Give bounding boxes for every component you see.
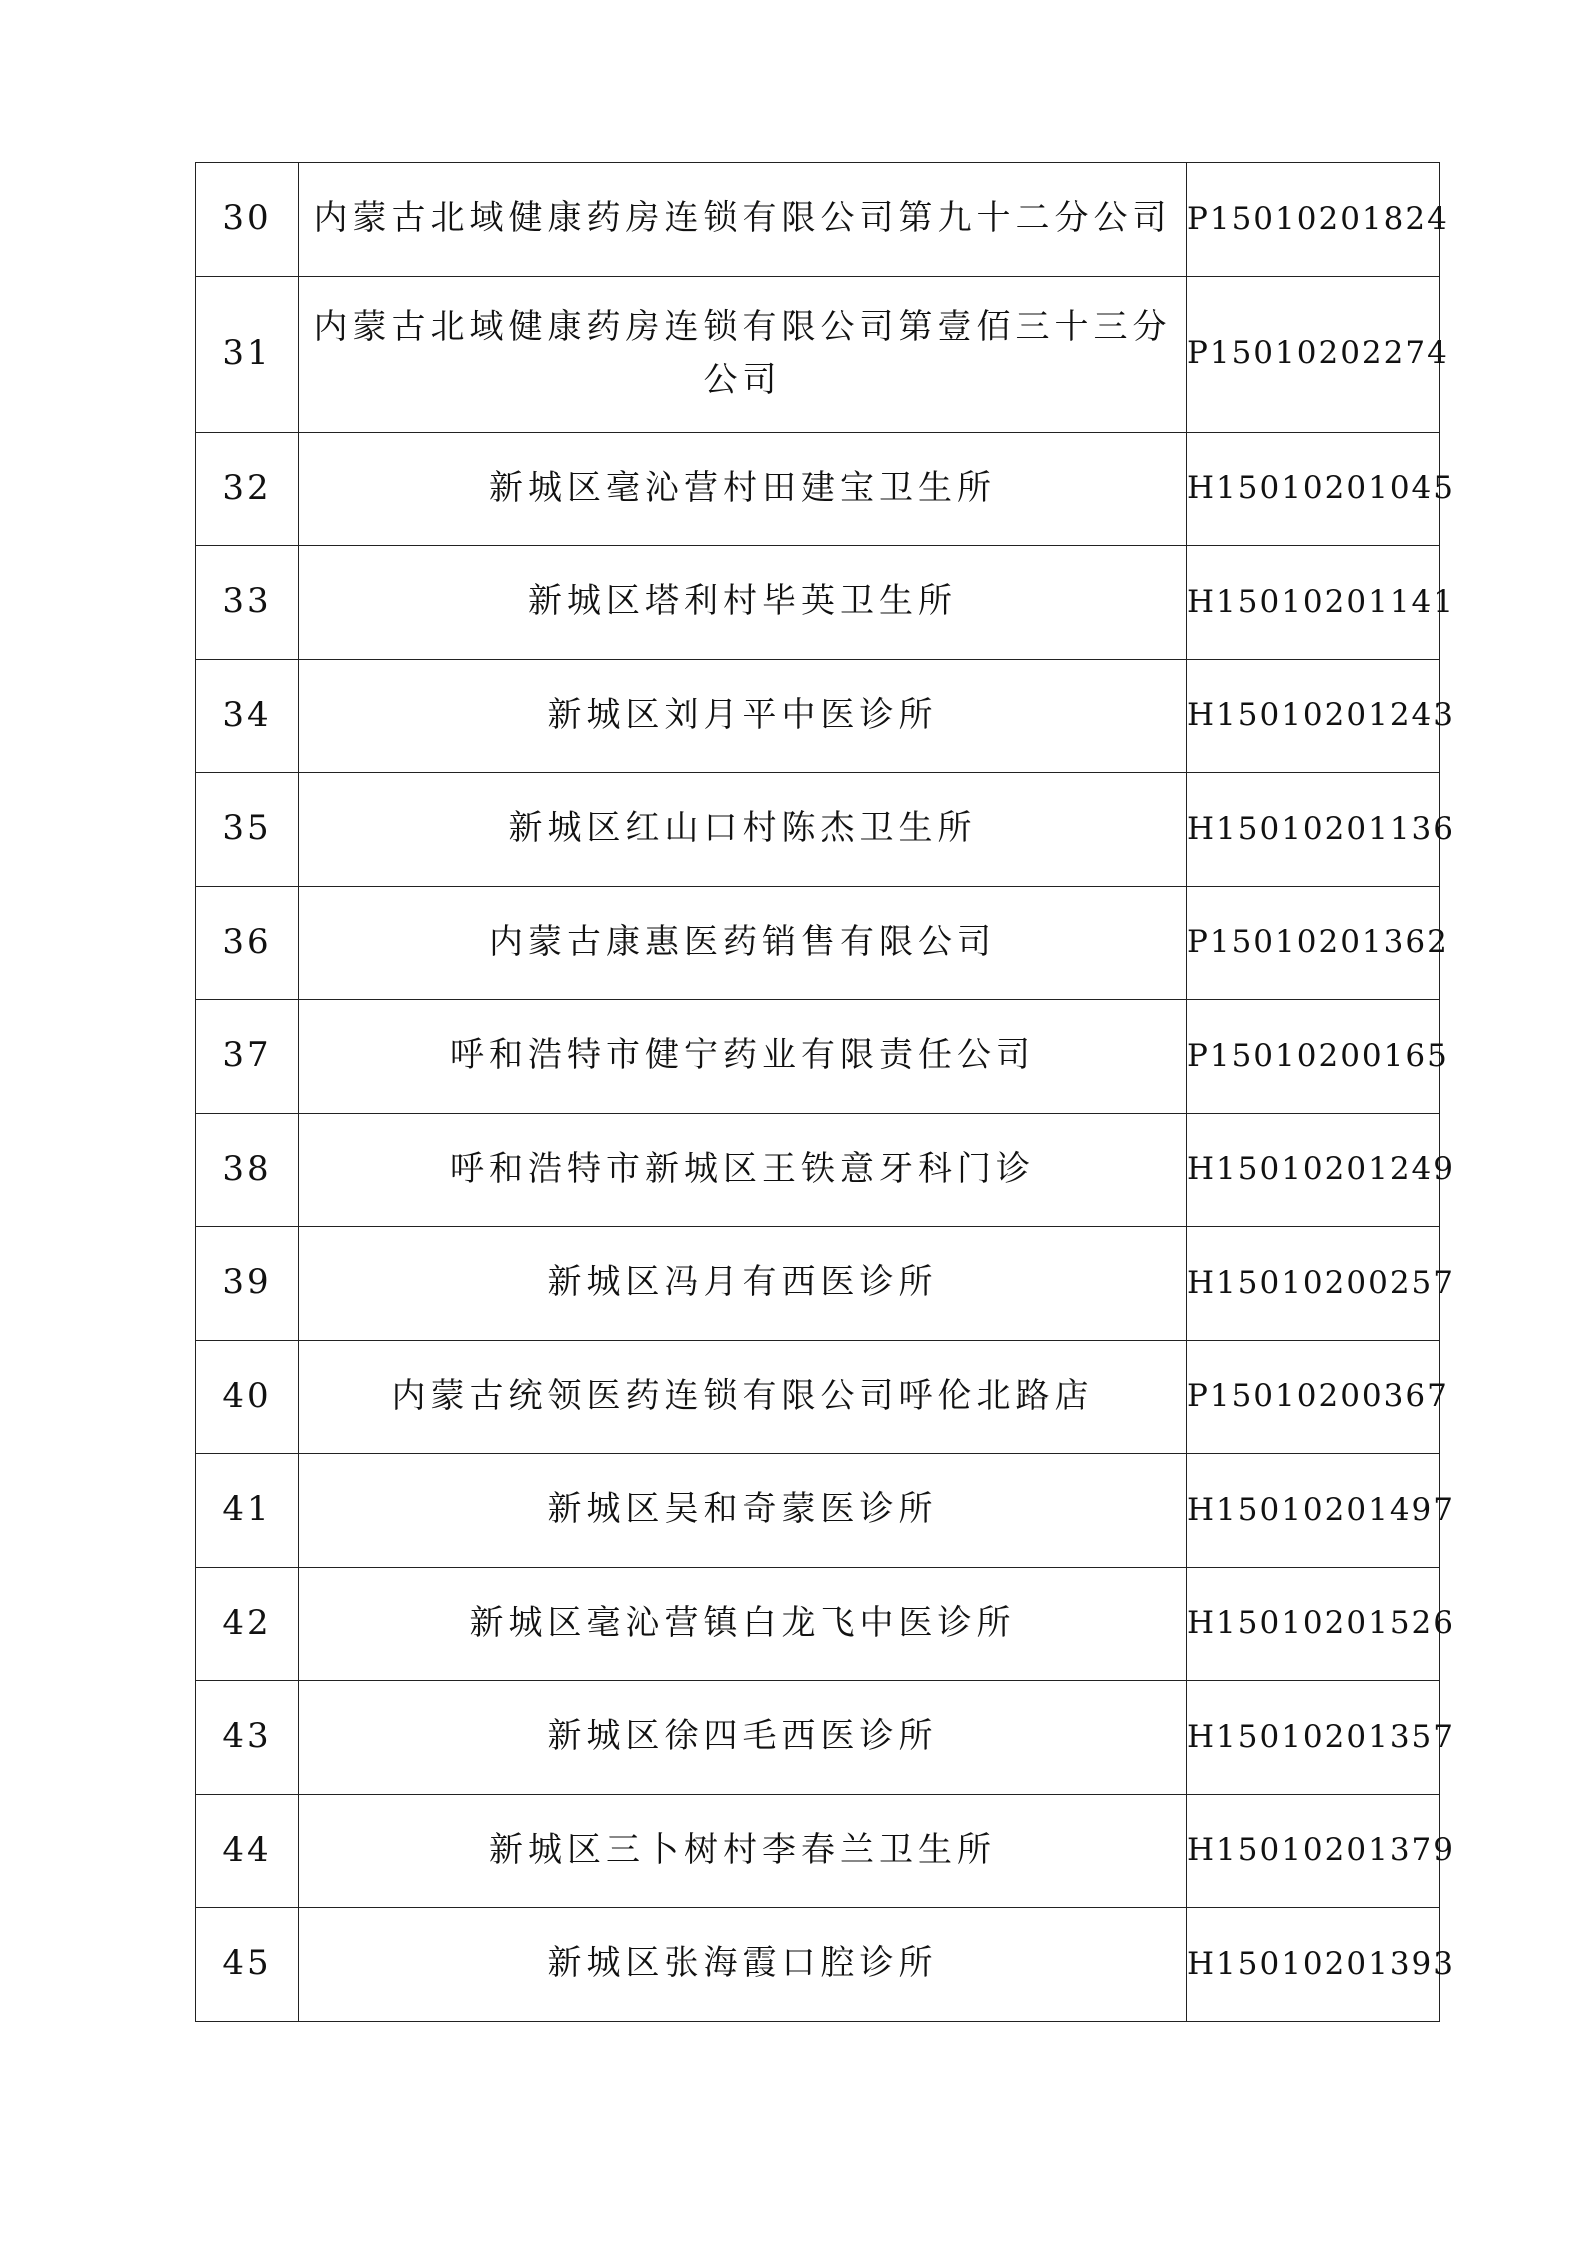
institution-name: 新城区塔利村毕英卫生所 (299, 546, 1187, 660)
row-number: 36 (196, 886, 299, 1000)
table-body (196, 163, 1455, 2022)
table-row (196, 1454, 1440, 1568)
institution-code: H15010201393 (1187, 1908, 1440, 2022)
table-row (196, 163, 1440, 277)
institution-table (195, 162, 1455, 2022)
institution-code: H15010201045 (1187, 432, 1440, 546)
table-row (196, 659, 1440, 773)
institution-name: 内蒙古康惠医药销售有限公司 (299, 886, 1187, 1000)
row-number: 33 (196, 546, 299, 660)
table-row (196, 276, 1440, 432)
institution-name: 新城区红山口村陈杰卫生所 (299, 773, 1187, 887)
row-number: 43 (196, 1681, 299, 1795)
institution-name: 呼和浩特市新城区王铁意牙科门诊 (299, 1113, 1187, 1227)
row-number: 31 (196, 276, 299, 432)
row-number: 39 (196, 1227, 299, 1341)
table-row (196, 1681, 1440, 1795)
institution-code: H15010201526 (1187, 1567, 1440, 1681)
institution-name: 新城区徐四毛西医诊所 (299, 1681, 1187, 1795)
institution-name: 新城区毫沁营镇白龙飞中医诊所 (299, 1567, 1187, 1681)
row-number: 41 (196, 1454, 299, 1568)
institution-code: H15010201379 (1187, 1794, 1440, 1908)
institution-name: 内蒙古北域健康药房连锁有限公司第九十二分公司 (299, 163, 1187, 277)
row-number: 44 (196, 1794, 299, 1908)
institution-code: P15010202274 (1187, 276, 1440, 432)
institution-code: H15010201249 (1187, 1113, 1440, 1227)
institution-code: H15010201243 (1187, 659, 1440, 773)
institution-code: H15010201357 (1187, 1681, 1440, 1795)
institution-name: 新城区三卜树村李春兰卫生所 (299, 1794, 1187, 1908)
institution-code: H15010201141 (1187, 546, 1440, 660)
institution-code: H15010201497 (1187, 1454, 1440, 1568)
table-row (196, 546, 1440, 660)
institution-name: 内蒙古统领医药连锁有限公司呼伦北路店 (299, 1340, 1187, 1454)
row-number: 34 (196, 659, 299, 773)
row-number: 38 (196, 1113, 299, 1227)
table-row (196, 432, 1440, 546)
row-number: 45 (196, 1908, 299, 2022)
institution-name: 新城区吴和奇蒙医诊所 (299, 1454, 1187, 1568)
institution-code: P15010201362 (1187, 886, 1440, 1000)
row-number: 42 (196, 1567, 299, 1681)
table-row (196, 886, 1440, 1000)
institution-name: 新城区冯月有西医诊所 (299, 1227, 1187, 1341)
institution-code: P15010200165 (1187, 1000, 1440, 1114)
row-number: 30 (196, 163, 299, 277)
row-number: 40 (196, 1340, 299, 1454)
table-row (196, 1794, 1440, 1908)
table-row (196, 1908, 1440, 2022)
institution-name: 新城区毫沁营村田建宝卫生所 (299, 432, 1187, 546)
table-row (196, 773, 1440, 887)
institution-name: 新城区张海霞口腔诊所 (299, 1908, 1187, 2022)
institution-code: P15010200367 (1187, 1340, 1440, 1454)
table-row (196, 1567, 1440, 1681)
institution-name: 新城区刘月平中医诊所 (299, 659, 1187, 773)
row-number: 37 (196, 1000, 299, 1114)
institution-name: 内蒙古北域健康药房连锁有限公司第壹佰三十三分公司 (299, 276, 1187, 432)
institution-code: P15010201824 (1187, 163, 1440, 277)
table-row (196, 1340, 1440, 1454)
table-row (196, 1000, 1440, 1114)
table-row (196, 1227, 1440, 1341)
row-number: 35 (196, 773, 299, 887)
institution-code: H15010200257 (1187, 1227, 1440, 1341)
table-row (196, 1113, 1440, 1227)
row-number: 32 (196, 432, 299, 546)
institution-code: H15010201136 (1187, 773, 1440, 887)
institution-name: 呼和浩特市健宁药业有限责任公司 (299, 1000, 1187, 1114)
